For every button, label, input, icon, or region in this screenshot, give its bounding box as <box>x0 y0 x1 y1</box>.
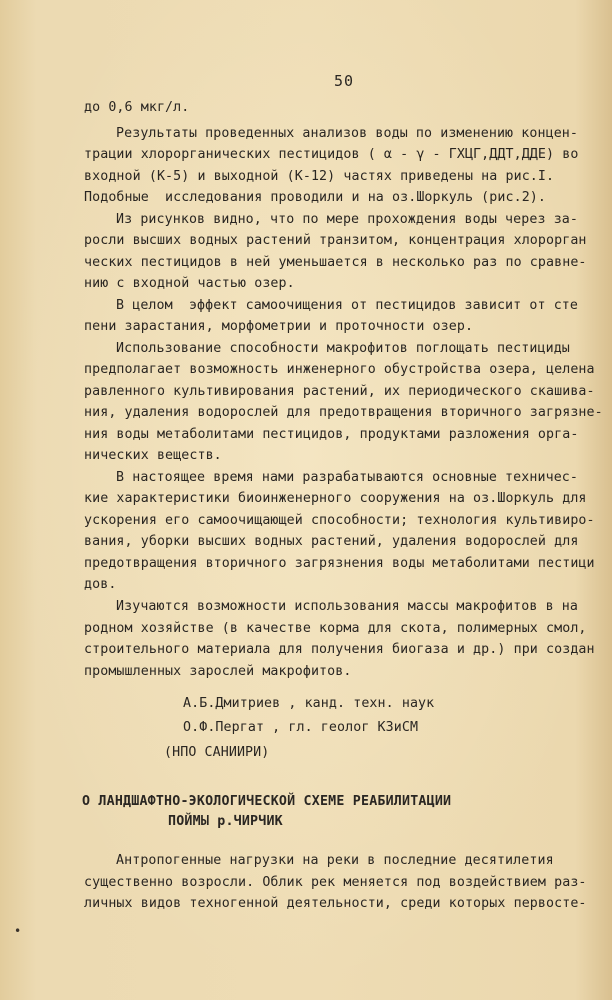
text-line: входной (К-5) и выходной (К-12) частях приведены на рис.I. <box>84 169 555 184</box>
text-line: В настоящее время нами разрабатываются основные техничес- <box>116 470 579 485</box>
text-line: строительного материала для получения биогаза и др.) при создан <box>84 642 595 657</box>
text-line: ния воды метаболитами пестицидов, продуктами разложения орга- <box>84 427 579 442</box>
margin-mark: • <box>14 924 22 938</box>
page-number: 50 <box>334 72 355 90</box>
text-line: промышленных зарослей макрофитов. <box>84 664 352 679</box>
text-line: Подобные исследования проводили и на оз.Шоркуль (рис.2). <box>84 190 547 205</box>
author-line: О.Ф.Пергат , гл. геолог КЗиСМ <box>183 720 419 735</box>
text-line: вания, уборки высших водных растений, удаления водорослей для <box>84 534 579 549</box>
organization-line: (НПО САНИИРИ) <box>164 745 270 760</box>
text-line: пени зарастания, морфометрии и проточности озер. <box>84 319 474 334</box>
text-line: росли высших водных растений транзитом, концентрация хлорорган <box>84 233 587 248</box>
text-line: равленного культивирования растений, их периодического скашива- <box>84 384 595 399</box>
text-line: предполагает возможность инженерного обустройства озера, целена <box>84 362 595 377</box>
author-line: А.Б.Дмитриев , канд. техн. наук <box>183 696 435 711</box>
text-line: до 0,6 мкг/л. <box>84 100 190 115</box>
text-line: родном хозяйстве (в качестве корма для скота, полимерных смол, <box>84 621 587 636</box>
text-line: нию с входной частью озер. <box>84 276 295 291</box>
text-line: В целом эффект самоочищения от пестицидов зависит от сте <box>116 298 579 313</box>
text-line: Изучаются возможности использования массы макрофитов в на <box>116 599 579 614</box>
text-line: нических веществ. <box>84 448 222 463</box>
text-line: предотвращения вторичного загрязнения воды метаболитами пестици <box>84 556 595 571</box>
text-line: существенно возросли. Облик рек меняется под воздействием раз- <box>84 875 587 890</box>
text-line: Антропогенные нагрузки на реки в последние десятилетия <box>116 853 554 868</box>
text-line: Из рисунков видно, что по мере прохождения воды через за- <box>116 212 579 227</box>
section-heading: О ЛАНДШАФТНО-ЭКОЛОГИЧЕСКОЙ СХЕМЕ РЕАБИЛИТАЦИИ <box>82 794 452 809</box>
section-heading: ПОЙМЫ р.ЧИРЧИК <box>168 814 283 829</box>
text-line: Результаты проведенных анализов воды по изменению концен- <box>116 126 579 141</box>
text-line: ния, удаления водорослей для предотвращения вторичного загрязне- <box>84 405 603 420</box>
text-line: кие характеристики биоинженерного сооружения на оз.Шоркуль для <box>84 491 587 506</box>
text-line: Использование способности макрофитов поглощать пестициды <box>116 341 570 356</box>
text-line: ускорения его самоочищающей способности; технология культивиро- <box>84 513 595 528</box>
text-line: дов. <box>84 577 117 592</box>
text-line: личных видов техногенной деятельности, среди которых первосте- <box>84 896 587 911</box>
text-line: трации хлорорганических пестицидов ( α - γ - ГХЦГ,ДДТ,ДДЕ) во <box>84 147 579 162</box>
text-line: ческих пестицидов в ней уменьшается в несколько раз по сравне- <box>84 255 587 270</box>
